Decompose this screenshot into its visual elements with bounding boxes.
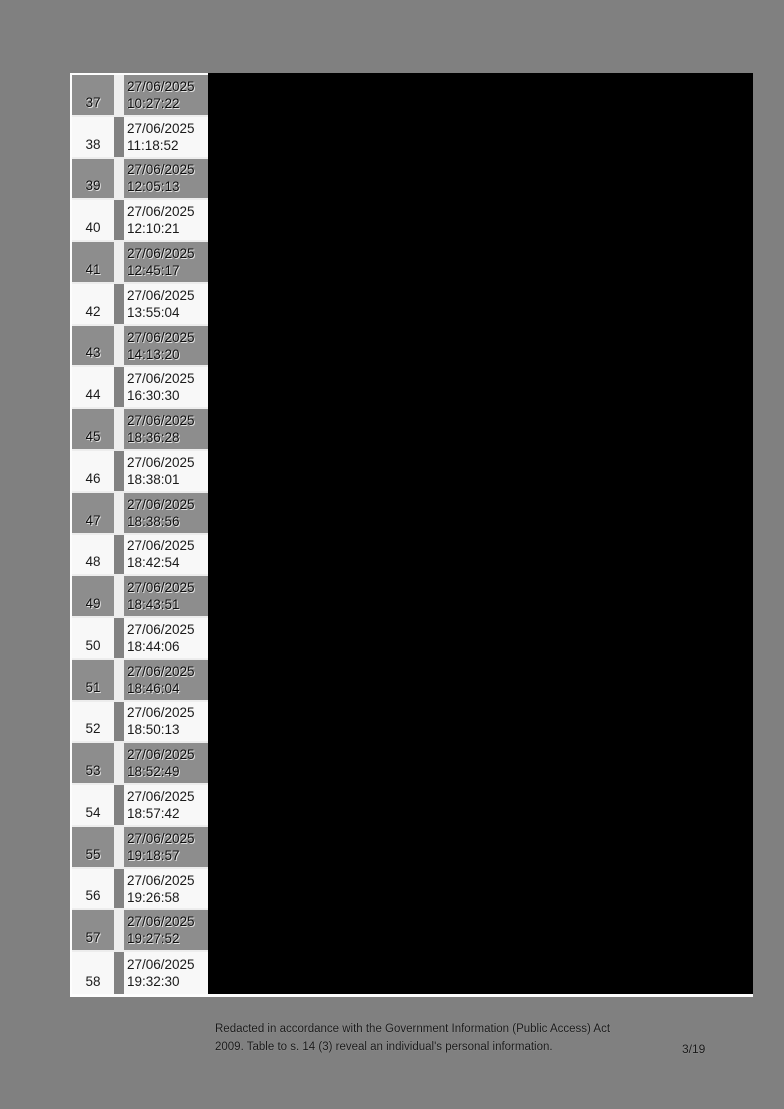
date-text: 27/06/2025: [127, 789, 195, 805]
table-row: [72, 242, 208, 284]
row-number: 51: [85, 679, 101, 695]
table-row: [72, 660, 208, 702]
row-number-cell: [72, 367, 114, 407]
datetime-cell: [124, 200, 208, 240]
datetime-cell: [124, 242, 208, 282]
row-number-cell: [72, 200, 114, 240]
date-text: 27/06/2025: [127, 454, 195, 470]
time-text: 19:26:58: [127, 889, 180, 905]
datetime-cell: [124, 535, 208, 575]
row-number: 52: [85, 721, 101, 737]
row-number: 42: [85, 303, 101, 319]
date-text: 27/06/2025: [127, 538, 195, 554]
datetime-cell: [124, 326, 208, 366]
time-text: 18:38:01: [127, 471, 180, 487]
column-divider: [114, 576, 124, 616]
table-row: [72, 827, 208, 869]
page-number: 3/19: [682, 1042, 706, 1056]
time-text: 19:18:57: [127, 847, 180, 863]
time-text: 12:45:17: [127, 262, 180, 278]
row-number: 37: [85, 94, 101, 110]
time-text: 12:10:21: [127, 221, 180, 237]
date-text: 27/06/2025: [127, 371, 195, 387]
table-row: [72, 451, 208, 493]
column-divider: [114, 952, 124, 994]
column-divider: [114, 367, 124, 407]
datetime-cell: [124, 75, 208, 115]
row-number-cell: [72, 660, 114, 700]
row-number: 43: [85, 345, 101, 361]
column-divider: [114, 451, 124, 491]
row-number-cell: [72, 952, 114, 994]
datetime-cell: [124, 743, 208, 783]
row-number: 50: [85, 637, 101, 653]
column-divider: [114, 493, 124, 533]
column-divider: [114, 75, 124, 115]
table-row: [72, 618, 208, 660]
column-divider: [114, 910, 124, 950]
row-number: 54: [85, 804, 101, 820]
row-number: 39: [85, 178, 101, 194]
date-text: 27/06/2025: [127, 663, 195, 679]
column-divider: [114, 242, 124, 282]
row-number-cell: [72, 910, 114, 950]
time-text: 18:46:04: [127, 680, 180, 696]
table-row: [72, 910, 208, 952]
time-text: 10:27:22: [127, 95, 180, 111]
row-number: 56: [85, 888, 101, 904]
date-text: 27/06/2025: [127, 496, 195, 512]
datetime-cell: [124, 869, 208, 909]
redaction-footnote: [215, 1020, 695, 1056]
column-divider: [114, 284, 124, 324]
date-text: 27/06/2025: [127, 747, 195, 763]
datetime-cell: [124, 785, 208, 825]
table-rows: [70, 73, 208, 994]
row-number-cell: [72, 117, 114, 157]
time-text: 18:38:56: [127, 513, 180, 529]
row-number-cell: [72, 284, 114, 324]
table-row: [72, 785, 208, 827]
column-divider: [114, 618, 124, 658]
table-row: [72, 367, 208, 409]
row-number-cell: [72, 493, 114, 533]
column-divider: [114, 785, 124, 825]
column-divider: [114, 409, 124, 449]
footnote-line-2: 2009. Table to s. 14 (3) reveal an individual's personal information.: [215, 1041, 553, 1053]
datetime-cell: [124, 910, 208, 950]
date-text: 27/06/2025: [127, 957, 195, 973]
column-divider: [114, 827, 124, 867]
date-text: 27/06/2025: [127, 204, 195, 220]
row-number: 48: [85, 554, 101, 570]
date-text: 27/06/2025: [127, 162, 195, 178]
table-row: [72, 75, 208, 117]
row-number: 40: [85, 220, 101, 236]
datetime-cell: [124, 660, 208, 700]
time-text: 16:30:30: [127, 388, 180, 404]
row-number-cell: [72, 409, 114, 449]
column-divider: [114, 159, 124, 199]
column-divider: [114, 535, 124, 575]
time-text: 14:13:20: [127, 346, 180, 362]
table-row: [72, 535, 208, 577]
date-text: 27/06/2025: [127, 705, 195, 721]
time-text: 13:55:04: [127, 304, 180, 320]
datetime-cell: [124, 827, 208, 867]
table-row: [72, 702, 208, 744]
date-text: 27/06/2025: [127, 872, 195, 888]
time-text: 18:52:49: [127, 764, 180, 780]
table-row: [72, 117, 208, 159]
row-number-cell: [72, 869, 114, 909]
time-text: 19:27:52: [127, 931, 180, 947]
datetime-cell: [124, 117, 208, 157]
row-number-cell: [72, 576, 114, 616]
date-text: 27/06/2025: [127, 413, 195, 429]
column-divider: [114, 702, 124, 742]
time-text: 18:57:42: [127, 806, 180, 822]
table-row: [72, 159, 208, 201]
table-row: [72, 200, 208, 242]
date-text: 27/06/2025: [127, 580, 195, 596]
column-divider: [114, 200, 124, 240]
row-number-cell: [72, 785, 114, 825]
time-text: 18:50:13: [127, 722, 180, 738]
row-number-cell: [72, 535, 114, 575]
datetime-cell: [124, 451, 208, 491]
column-divider: [114, 869, 124, 909]
datetime-cell: [124, 367, 208, 407]
datetime-cell: [124, 952, 208, 994]
table-row: [72, 493, 208, 535]
date-text: 27/06/2025: [127, 914, 195, 930]
row-number: 44: [85, 387, 101, 403]
row-number: 58: [85, 974, 101, 989]
row-number: 57: [85, 930, 101, 946]
row-number-cell: [72, 326, 114, 366]
row-number: 38: [85, 136, 101, 152]
datetime-cell: [124, 493, 208, 533]
date-text: 27/06/2025: [127, 287, 195, 303]
row-number: 53: [85, 763, 101, 779]
column-divider: [114, 326, 124, 366]
table-row: [72, 284, 208, 326]
row-number-cell: [72, 451, 114, 491]
date-text: 27/06/2025: [127, 329, 195, 345]
redaction-box: [208, 73, 753, 994]
row-number-cell: [72, 75, 114, 115]
row-number: 49: [85, 596, 101, 612]
datetime-cell: [124, 284, 208, 324]
time-text: 19:32:30: [127, 974, 180, 990]
datetime-cell: [124, 702, 208, 742]
row-number-cell: [72, 618, 114, 658]
column-divider: [114, 117, 124, 157]
row-number: 47: [85, 512, 101, 528]
datetime-cell: [124, 576, 208, 616]
row-number-cell: [72, 159, 114, 199]
log-table: [70, 73, 753, 997]
row-number-cell: [72, 702, 114, 742]
row-number: 55: [85, 846, 101, 862]
footnote-line-1: Redacted in accordance with the Government Information (Public Access) Act: [215, 1023, 611, 1035]
datetime-cell: [124, 409, 208, 449]
time-text: 12:05:13: [127, 179, 180, 195]
table-row: [72, 576, 208, 618]
table-row: [72, 869, 208, 911]
date-text: 27/06/2025: [127, 621, 195, 637]
date-text: 27/06/2025: [127, 830, 195, 846]
table-row: [72, 409, 208, 451]
column-divider: [114, 743, 124, 783]
table-row: [72, 326, 208, 368]
date-text: 27/06/2025: [127, 120, 195, 136]
table-row: [72, 743, 208, 785]
row-number-cell: [72, 827, 114, 867]
time-text: 18:43:51: [127, 597, 180, 613]
time-text: 18:42:54: [127, 555, 180, 571]
column-divider: [114, 660, 124, 700]
row-number: 45: [85, 428, 101, 444]
time-text: 11:18:52: [127, 137, 179, 153]
date-text: 27/06/2025: [127, 78, 195, 94]
row-number-cell: [72, 242, 114, 282]
time-text: 18:44:06: [127, 638, 180, 654]
row-number: 41: [85, 261, 101, 277]
date-text: 27/06/2025: [127, 245, 195, 261]
datetime-cell: [124, 618, 208, 658]
table-row: [72, 952, 208, 994]
row-number: 46: [85, 470, 101, 486]
time-text: 18:36:28: [127, 430, 180, 446]
row-number-cell: [72, 743, 114, 783]
datetime-cell: [124, 159, 208, 199]
